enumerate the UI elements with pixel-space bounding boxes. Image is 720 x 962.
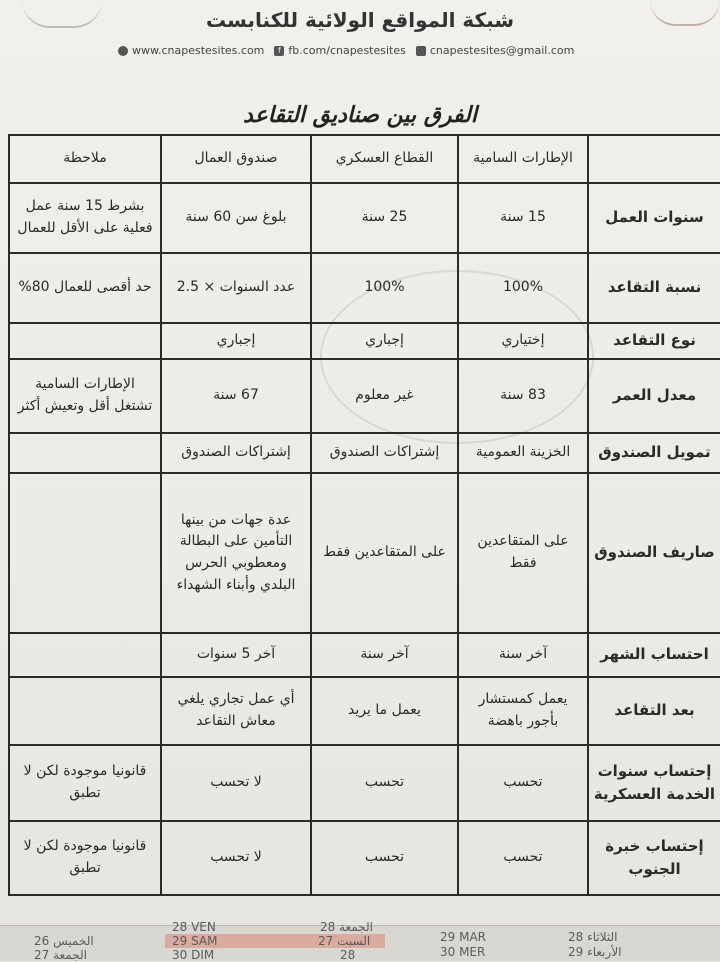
comparison-table	[8, 134, 720, 896]
table-cell: عدد السنوات × 2.5	[161, 253, 311, 323]
table-cell: إختياري	[458, 323, 588, 359]
table-cell: 25 سنة	[311, 183, 458, 253]
table-cell: 15 سنة	[458, 183, 588, 253]
mail-icon	[416, 46, 426, 56]
calendar-label: 30 DIM	[172, 948, 215, 962]
row-label: إحتساب سنوات الخدمة العسكرية	[588, 745, 720, 821]
row-label: نسبة التقاعد	[588, 253, 720, 323]
table-cell: على المتقاعدين فقط	[311, 473, 458, 633]
calendar-label: 26 الخميس	[34, 934, 94, 948]
table-row	[9, 473, 720, 633]
table-cell: قانونيا موجودة لكن لا تطبق	[9, 821, 161, 895]
calendar-strip	[0, 920, 720, 962]
table-cell: لا تحسب	[161, 745, 311, 821]
table-cell: حد أقصى للعمال 80%	[9, 253, 161, 323]
site-title: شبكة المواقع الولائية للكنابست	[205, 8, 515, 32]
table-cell: بشرط 15 سنة عمل فعلية على الأقل للعمال	[9, 183, 161, 253]
table-cell: يعمل كمستشار بأجور باهضة	[458, 677, 588, 745]
table-cell: آخر سنة	[458, 633, 588, 677]
table-cell: 100%	[311, 253, 458, 323]
column-header: الإطارات السامية	[458, 135, 588, 183]
row-label: بعد التقاعد	[588, 677, 720, 745]
table-cell: إجباري	[161, 323, 311, 359]
table-cell: عدة جهات من بينها التأمين على البطالة ومعطوبي الحرس البلدي وأبناء الشهداء	[161, 473, 311, 633]
contact-line	[118, 44, 574, 57]
table-cell: الخزينة العمومية	[458, 433, 588, 473]
table-cell: غير معلوم	[311, 359, 458, 433]
table-row	[9, 821, 720, 895]
table-row	[9, 633, 720, 677]
table-row	[9, 183, 720, 253]
table-cell	[9, 323, 161, 359]
table-row	[9, 323, 720, 359]
table-cell: تحسب	[458, 821, 588, 895]
facebook-text: fb.com/cnapestesites	[288, 44, 406, 57]
row-label: تمويل الصندوق	[588, 433, 720, 473]
row-label: معدل العمر	[588, 359, 720, 433]
table-cell: إشتراكات الصندوق	[161, 433, 311, 473]
column-header: ملاحظة	[9, 135, 161, 183]
document-title: الفرق بين صناديق التقاعد	[243, 103, 477, 128]
table-cell: تحسب	[311, 821, 458, 895]
row-label: سنوات العمل	[588, 183, 720, 253]
facebook-contact	[274, 44, 405, 57]
calendar-label: 28 VEN	[172, 920, 216, 934]
facebook-icon: f	[274, 46, 284, 56]
table-cell: على المتقاعدين فقط	[458, 473, 588, 633]
table-row	[9, 745, 720, 821]
table-cell: لا تحسب	[161, 821, 311, 895]
row-label: صاريف الصندوق	[588, 473, 720, 633]
table-row	[9, 433, 720, 473]
table-cell	[9, 677, 161, 745]
calendar-label: 30 MER	[440, 945, 486, 959]
table-row	[9, 253, 720, 323]
website-text: www.cnapestesites.com	[132, 44, 265, 57]
table-cell: 67 سنة	[161, 359, 311, 433]
table-cell: تحسب	[311, 745, 458, 821]
table-cell: إشتراكات الصندوق	[311, 433, 458, 473]
table-cell: آخر سنة	[311, 633, 458, 677]
table-row	[9, 677, 720, 745]
table-cell	[9, 473, 161, 633]
table-cell: آخر 5 سنوات	[161, 633, 311, 677]
table-cell	[9, 433, 161, 473]
row-label: إحتساب خبرة الجنوب	[588, 821, 720, 895]
calendar-label: 28 الجمعة	[320, 920, 373, 934]
table-cell: أي عمل تجاري يلغي معاش التقاعد	[161, 677, 311, 745]
globe-icon	[118, 46, 128, 56]
email-contact	[416, 44, 574, 57]
table-cell: 100%	[458, 253, 588, 323]
table-cell: الإطارات السامية تشتغل أقل وتعيش أكثر	[9, 359, 161, 433]
calendar-label: 27 السبت	[318, 934, 371, 948]
header-corner	[588, 135, 720, 183]
table-cell: 83 سنة	[458, 359, 588, 433]
table-row	[9, 359, 720, 433]
email-text: cnapestesites@gmail.com	[429, 44, 575, 57]
website-contact	[118, 44, 264, 57]
table-cell	[9, 633, 161, 677]
table-cell: إجباري	[311, 323, 458, 359]
header-row	[9, 135, 720, 183]
calendar-label: 29 MAR	[440, 930, 486, 944]
row-label: نوع التقاعد	[588, 323, 720, 359]
calendar-label: 29 SAM	[172, 934, 218, 948]
table-cell: قانونيا موجودة لكن لا تطبق	[9, 745, 161, 821]
column-header: صندوق العمال	[161, 135, 311, 183]
calendar-label: 28 الثلاثاء	[568, 930, 618, 944]
calendar-label: 28	[340, 948, 356, 962]
column-header: القطاع العسكري	[311, 135, 458, 183]
table-cell: تحسب	[458, 745, 588, 821]
table-cell: بلوغ سن 60 سنة	[161, 183, 311, 253]
calendar-label: 27 الجمعة	[34, 948, 87, 962]
table-cell: يعمل ما يريد	[311, 677, 458, 745]
row-label: احتساب الشهر	[588, 633, 720, 677]
calendar-label: 29 الأربعاء	[568, 945, 622, 959]
